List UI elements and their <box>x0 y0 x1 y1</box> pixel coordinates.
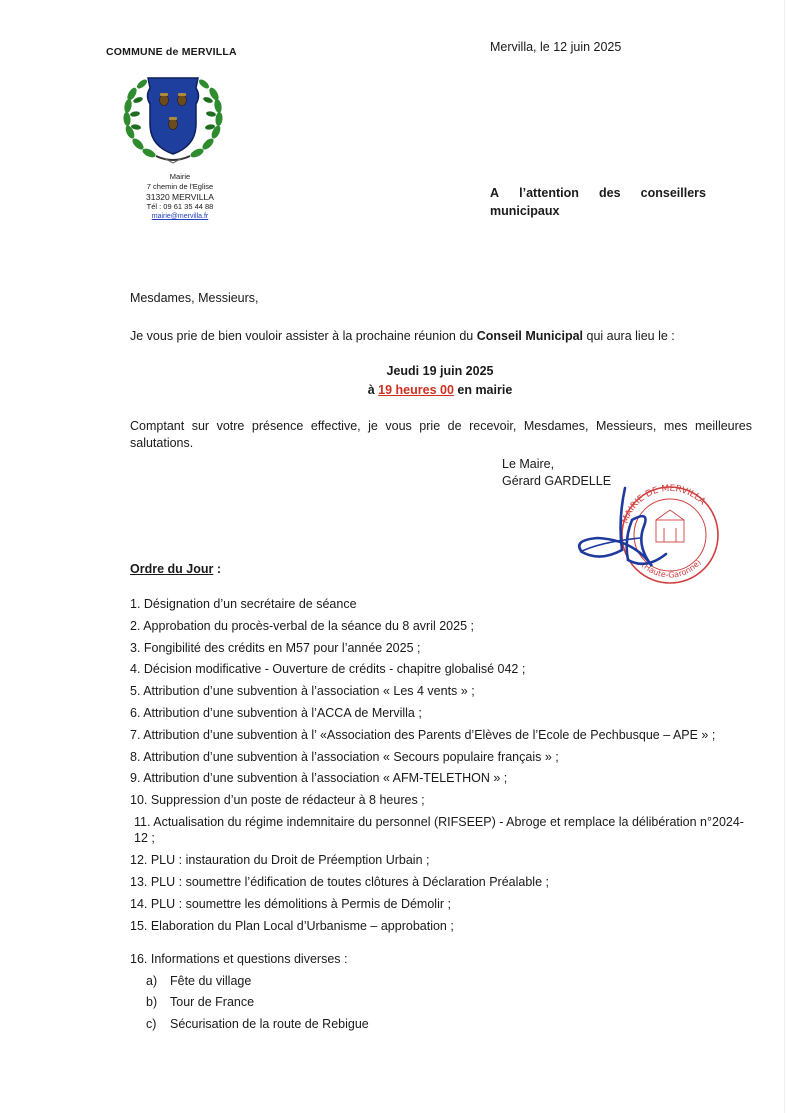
recipient-word: A <box>490 186 500 200</box>
agenda-item: 7. Attribution d’une subvention à l’ «Association des Parents d’Elèves de l’Ecole de Pechbusque – APE » ; <box>130 727 716 742</box>
svg-text:(Haute-Garonne): (Haute-Garonne) <box>639 557 703 580</box>
svg-text:MAIRIE DE MERVILLA: MAIRIE DE MERVILLA <box>620 483 708 526</box>
closing-paragraph: Comptant sur votre présence effective, je vous prie de recevoir, Mesdames, Messieurs, mes meilleures salutations. <box>130 419 752 450</box>
email-link[interactable]: mairie@mervilla.fr <box>151 213 209 220</box>
sub-item-letter: a) <box>146 973 158 988</box>
town-hall-address <box>120 172 240 222</box>
sub-item-letter: b) <box>146 995 158 1010</box>
recipient-word: l’attention <box>519 186 579 200</box>
intro-text: Je vous prie de bien vouloir assister à la prochaine réunion du <box>130 329 477 343</box>
intro-paragraph <box>130 328 750 345</box>
agenda-item: 13. PLU : soumettre l’édification de toutes clôtures à Déclaration Préalable ; <box>130 875 549 890</box>
agenda-title-suffix: : <box>213 562 221 576</box>
address-line: 31320 MERVILLA <box>146 192 214 202</box>
agenda-sub-item <box>146 994 755 1011</box>
agenda-item: 6. Attribution d’une subvention à l’ACCA de Mervilla ; <box>130 705 422 720</box>
recipient-word: conseillers <box>640 186 706 200</box>
phone-number: Tél : 09 61 35 44 88 <box>146 202 214 211</box>
recipient-line2: municipaux <box>490 204 560 218</box>
sub-item-text: Tour de France <box>170 995 255 1010</box>
intro-text-end: qui aura lieu le : <box>583 329 675 343</box>
salutation: Mesdames, Messieurs, <box>130 291 259 305</box>
address-line: Mairie <box>169 172 191 181</box>
commune-name: COMMUNE de MERVILLA <box>106 46 237 58</box>
agenda-item <box>130 951 755 1033</box>
agenda-item: 5. Attribution d’une subvention à l’association « Les 4 vents » ; <box>130 684 475 699</box>
agenda-sub-item <box>146 1016 755 1033</box>
agenda-item: 15. Elaboration du Plan Local d’Urbanisme – approbation ; <box>130 918 454 933</box>
agenda-item: 10. Suppression d’un poste de rédacteur à 8 heures ; <box>130 793 425 808</box>
agenda-item-text: 16. Informations et questions diverses : <box>130 952 348 967</box>
meeting-day: Jeudi 19 juin 2025 <box>386 364 494 378</box>
place-date: Mervilla, le 12 juin 2025 <box>490 40 622 54</box>
agenda-item: 2. Approbation du procès-verbal de la séance du 8 avril 2025 ; <box>130 618 474 633</box>
agenda-list <box>130 596 755 1038</box>
recipient-word: des <box>599 186 621 200</box>
council-name: Conseil Municipal <box>476 329 584 343</box>
official-stamp-and-signature <box>570 480 720 590</box>
signature-title: Le Maire, <box>502 457 555 471</box>
address-line: 7 chemin de l'Eglise <box>146 182 214 191</box>
sub-item-text: Sécurisation de la route de Rebigue <box>170 1017 369 1032</box>
sub-item-text: Fête du village <box>170 973 252 988</box>
agenda-heading <box>130 562 221 576</box>
sub-item-letter: c) <box>146 1017 157 1032</box>
meeting-time: 19 heures 00 <box>378 383 454 397</box>
recipient-block <box>490 184 706 220</box>
meeting-info <box>130 362 750 400</box>
agenda-sub-item <box>146 973 755 990</box>
agenda-sub-list <box>146 973 755 1033</box>
meeting-at: à <box>367 383 379 397</box>
agenda-item: 8. Attribution d’une subvention à l’association « Secours populaire français » ; <box>130 749 559 764</box>
agenda-item: 3. Fongibilité des crédits en M57 pour l’année 2025 ; <box>130 640 421 655</box>
coat-of-arms-logo <box>118 64 228 168</box>
agenda-item: 11. Actualisation du régime indemnitaire du personnel (RIFSEEP) - Abroge et remplace la délibération n°2024-12 ; <box>134 814 744 846</box>
signature-name: Gérard GARDELLE <box>502 474 612 488</box>
agenda-item: 9. Attribution d’une subvention à l’association « AFM-TELETHON » ; <box>130 771 508 786</box>
agenda-item: 4. Décision modificative - Ouverture de crédits - chapitre globalisé 042 ; <box>130 662 526 677</box>
agenda-title: Ordre du Jour <box>130 562 214 576</box>
agenda-item: 12. PLU : instauration du Droit de Préemption Urbain ; <box>130 853 430 868</box>
agenda-item: 1. Désignation d’un secrétaire de séance <box>130 597 357 611</box>
agenda-item: 14. PLU : soumettre les démolitions à Permis de Démolir ; <box>130 896 451 911</box>
meeting-place: en mairie <box>453 383 513 397</box>
page-edge <box>784 0 785 1113</box>
